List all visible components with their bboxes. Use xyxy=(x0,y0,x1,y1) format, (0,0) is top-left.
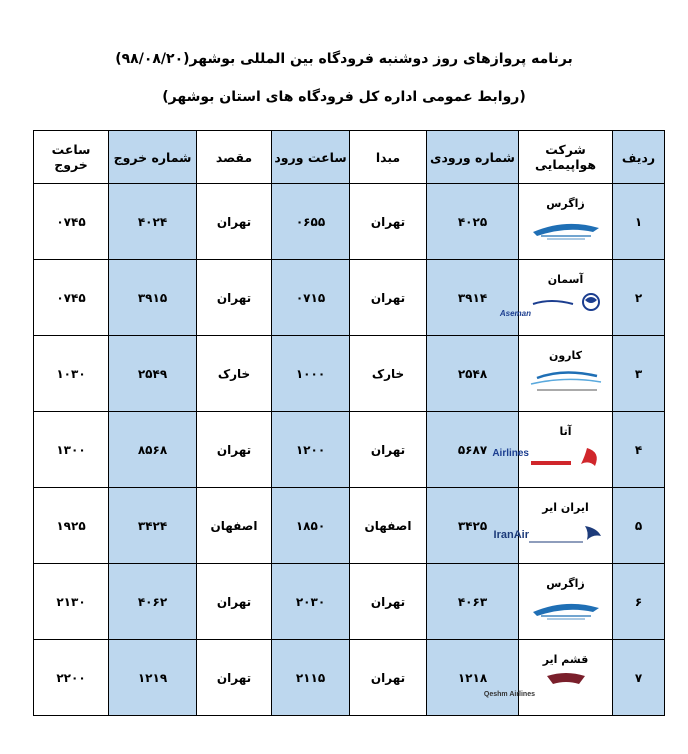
arrival-number: ۱۲۱۸ xyxy=(427,640,519,716)
arrival-number: ۴۰۲۵ xyxy=(427,184,519,260)
arrival-number: ۳۹۱۴ xyxy=(427,260,519,336)
departure-time: ۲۲۰۰ xyxy=(34,640,109,716)
airline-name: کارون xyxy=(548,348,583,362)
flight-schedule-table xyxy=(33,130,665,716)
destination: اصفهان xyxy=(197,488,272,564)
arrival-number: ۲۵۴۸ xyxy=(427,336,519,412)
destination: تهران xyxy=(197,260,272,336)
origin: خارک xyxy=(350,336,427,412)
departure-number: ۳۹۱۵ xyxy=(109,260,197,336)
destination: تهران xyxy=(197,564,272,640)
departure-number: ۳۴۲۴ xyxy=(109,488,197,564)
origin: تهران xyxy=(350,640,427,716)
ata-logo-icon xyxy=(491,442,605,472)
arrival-time: ۱۸۵۰ xyxy=(272,488,350,564)
header-departure-time: ساعت خروج xyxy=(34,131,109,184)
origin: تهران xyxy=(350,412,427,488)
departure-number: ۴۰۲۴ xyxy=(109,184,197,260)
iranair-logo-icon xyxy=(493,518,605,548)
airline-name: زاگرس xyxy=(546,576,585,590)
header-origin: مبدا xyxy=(350,131,427,184)
origin: تهران xyxy=(350,564,427,640)
aseman-logo-icon xyxy=(499,290,605,320)
header-row-number: ردیف xyxy=(613,131,665,184)
airline-name: آتا xyxy=(559,424,572,438)
header-airline: شرکت هواپیمایی xyxy=(519,131,613,184)
header-arrival-time: ساعت ورود xyxy=(272,131,350,184)
airline-cell xyxy=(519,336,613,412)
zagros-logo-icon xyxy=(527,214,605,244)
table-row-4 xyxy=(34,412,665,488)
zagros-logo-icon xyxy=(527,594,605,624)
departure-time: ۱۳۰۰ xyxy=(34,412,109,488)
svg-text:Qeshm Airlines: Qeshm Airlines xyxy=(483,690,535,698)
destination: تهران xyxy=(197,184,272,260)
table-row-1 xyxy=(34,184,665,260)
departure-number: ۴۰۶۲ xyxy=(109,564,197,640)
departure-number: ۲۵۴۹ xyxy=(109,336,197,412)
row-number: ۳ xyxy=(613,336,665,412)
header-arrival-number: شماره ورودی xyxy=(427,131,519,184)
airline-cell xyxy=(519,184,613,260)
departure-time: ۲۱۳۰ xyxy=(34,564,109,640)
departure-time: ۰۷۴۵ xyxy=(34,184,109,260)
airline-name: قشم ایر xyxy=(542,652,589,666)
table-row-2 xyxy=(34,260,665,336)
table-row-6 xyxy=(34,564,665,640)
arrival-time: ۲۰۳۰ xyxy=(272,564,350,640)
table-header-row xyxy=(34,131,665,184)
svg-text:Aseman: Aseman xyxy=(499,308,531,318)
origin: اصفهان xyxy=(350,488,427,564)
destination: خارک xyxy=(197,336,272,412)
arrival-number: ۴۰۶۳ xyxy=(427,564,519,640)
svg-text:Airlines: Airlines xyxy=(491,447,529,459)
departure-time: ۰۷۴۵ xyxy=(34,260,109,336)
row-number: ۱ xyxy=(613,184,665,260)
row-number: ۶ xyxy=(613,564,665,640)
airline-cell xyxy=(493,488,613,564)
table-row-7 xyxy=(34,640,665,716)
airline-cell xyxy=(483,640,613,716)
departure-number: ۱۲۱۹ xyxy=(109,640,197,716)
svg-text:IranAir: IranAir xyxy=(493,528,529,541)
origin: تهران xyxy=(350,260,427,336)
arrival-number: ۵۶۸۷ xyxy=(427,412,519,488)
arrival-time: ۱۰۰۰ xyxy=(272,336,350,412)
airline-name: آسمان xyxy=(547,272,584,286)
departure-time: ۱۹۲۵ xyxy=(34,488,109,564)
karun-logo-icon xyxy=(527,366,605,396)
destination: تهران xyxy=(197,640,272,716)
row-number: ۲ xyxy=(613,260,665,336)
airline-name: ایران ایر xyxy=(542,500,589,514)
header-departure-number: شماره خروج xyxy=(109,131,197,184)
header-destination: مقصد xyxy=(197,131,272,184)
airline-name: زاگرس xyxy=(546,196,585,210)
arrival-time: ۰۶۵۵ xyxy=(272,184,350,260)
airline-cell xyxy=(499,260,613,336)
schedule-subtitle: (روابط عمومی اداره کل فرودگاه های استان بوشهر) xyxy=(162,89,526,105)
departure-number: ۸۵۶۸ xyxy=(109,412,197,488)
airline-cell xyxy=(519,564,613,640)
schedule-title: برنامه پروازهای روز دوشنبه فرودگاه بین المللی بوشهر(۹۸/۰۸/۲۰) xyxy=(115,51,573,67)
row-number: ۷ xyxy=(613,640,665,716)
qeshm-logo-icon xyxy=(483,670,605,700)
row-number: ۴ xyxy=(613,412,665,488)
arrival-number: ۳۴۲۵ xyxy=(427,488,519,564)
table-row-3 xyxy=(34,336,665,412)
destination: تهران xyxy=(197,412,272,488)
arrival-time: ۲۱۱۵ xyxy=(272,640,350,716)
airline-cell xyxy=(491,412,613,488)
row-number: ۵ xyxy=(613,488,665,564)
table-row-5 xyxy=(34,488,665,564)
departure-time: ۱۰۳۰ xyxy=(34,336,109,412)
origin: تهران xyxy=(350,184,427,260)
arrival-time: ۰۷۱۵ xyxy=(272,260,350,336)
arrival-time: ۱۲۰۰ xyxy=(272,412,350,488)
